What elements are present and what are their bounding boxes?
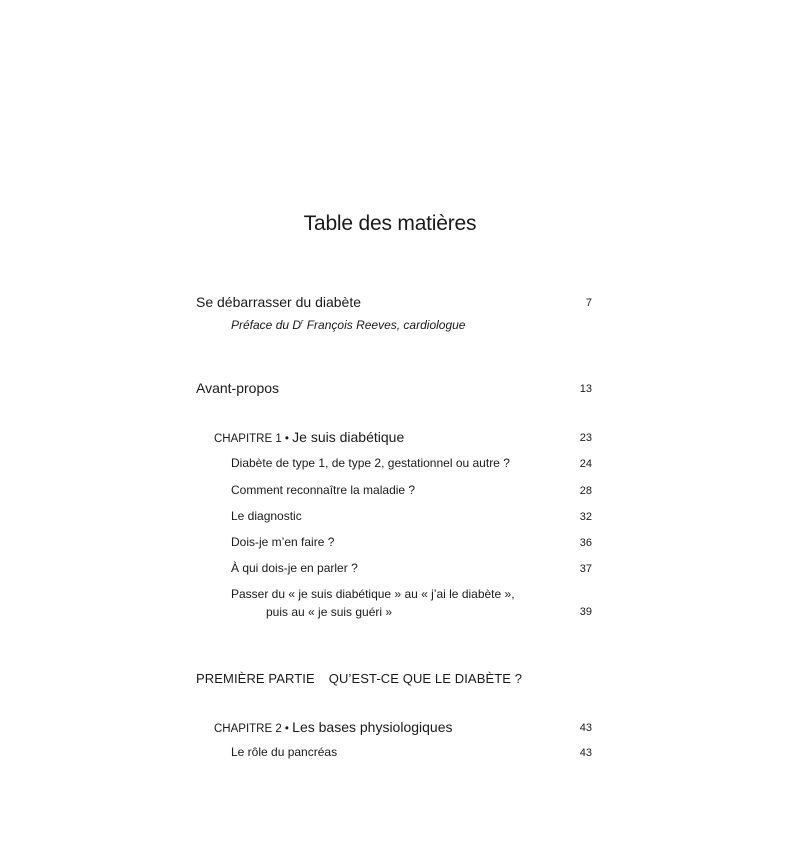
toc-entry-preface[interactable]: Se débarrasser du diabète [196,294,361,310]
toc-section-page: 39 [579,606,592,618]
toc-section[interactable]: Diabète de type 1, de type 2, gestationnel ou autre ? [231,456,510,470]
part-1-title: QU’EST-CE QUE LE DIABÈTE ? [328,671,523,686]
toc-section-page: 43 [579,747,592,759]
chapter-2-label: CHAPITRE 2 • [214,723,293,735]
toc-section[interactable]: Le diagnostic [231,509,302,523]
toc-part-1[interactable] [196,671,522,686]
preface-subtitle-post: François Reeves, cardiologue [303,318,466,332]
toc-section-page: 32 [579,511,592,523]
chapter-1-title: Je suis diabétique [292,429,405,445]
preface-subtitle-pre: Préface du D [231,318,302,332]
toc-section[interactable]: Comment reconnaître la maladie ? [231,483,416,497]
preface-subtitle-sup: r [301,319,304,326]
toc-page-chapter-1: 23 [579,432,592,444]
part-1-label: PREMIÈRE PARTIE [196,671,315,686]
toc-section[interactable]: À qui dois-je en parler ? [231,561,358,575]
toc-section[interactable]: Passer du « je suis diabétique » au « j’ai le diabète », [231,587,515,601]
toc-section-page: 36 [579,537,592,549]
toc-section-continued[interactable]: puis au « je suis guéri » [266,605,393,619]
chapter-1-label: CHAPITRE 1 • [214,433,293,445]
toc-section-page: 24 [579,458,592,470]
page-title: Table des matières [303,212,477,235]
toc-chapter-1[interactable] [214,429,404,445]
toc-chapter-2[interactable] [214,719,453,735]
toc-section-page: 28 [579,485,592,497]
chapter-2-title: Les bases physiologiques [292,719,453,735]
toc-section[interactable]: Dois-je m’en faire ? [231,535,335,549]
toc-preface-subtitle [231,318,465,332]
toc-section[interactable]: Le rôle du pancréas [231,745,338,759]
toc-section-page: 37 [579,563,592,575]
toc-entry-avant-propos[interactable]: Avant-propos [196,380,280,396]
toc-page-avant-propos: 13 [579,383,592,395]
toc-page-preface: 7 [585,297,592,309]
toc-page-chapter-2: 43 [579,722,592,734]
